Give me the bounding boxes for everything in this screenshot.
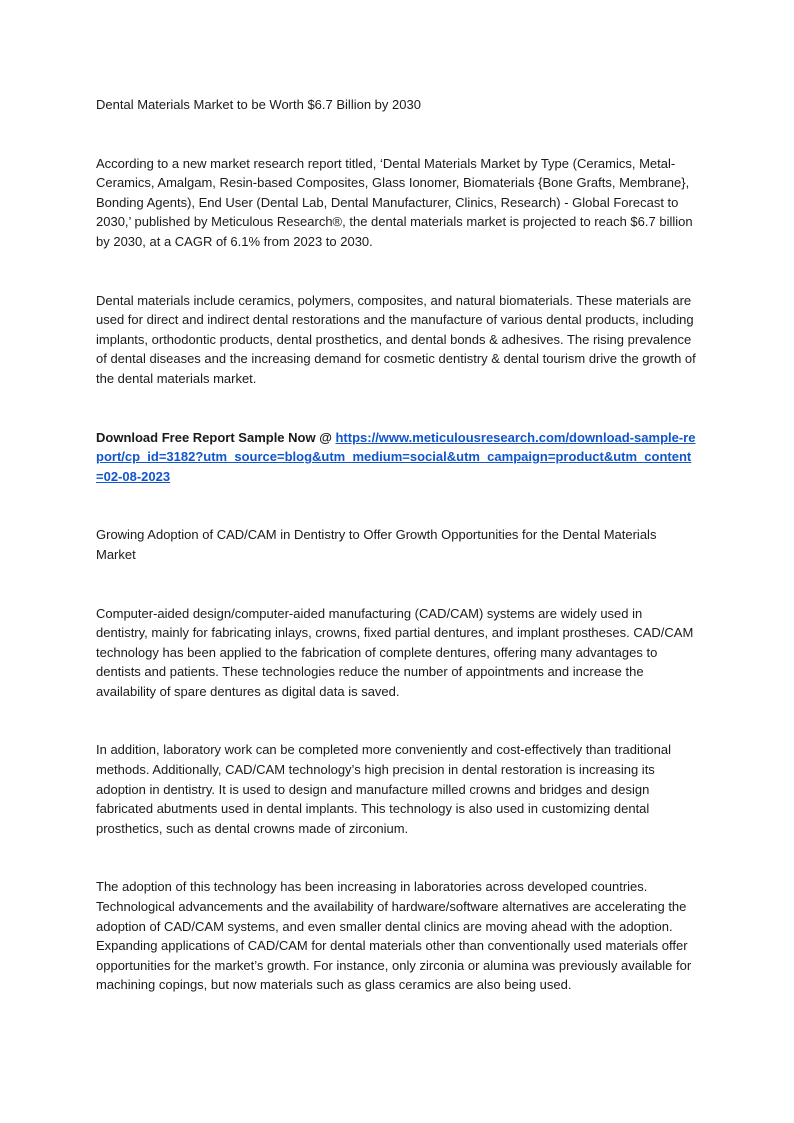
section-subheading: Growing Adoption of CAD/CAM in Dentistry to Offer Growth Opportunities for the Dental Materials Market bbox=[96, 527, 657, 562]
cadcam-paragraph: Computer-aided design/computer-aided manufacturing (CAD/CAM) systems are widely used in dentistry, mainly for fabricating inlays, crowns, fixed partial dentures, and implant prostheses. CAD/CAM technology has been applied to the fabrication of complete dentures, offering many advantages to dentists and patients. These technologies reduce the number of appointments and increase the availability of spare dentures as digital data is saved. bbox=[96, 605, 694, 699]
sample-cta-label: Download Free Report Sample Now @ bbox=[96, 429, 336, 445]
adoption-paragraph: The adoption of this technology has been increasing in laboratories across developed countries. Technological advancements and the availability of hardware/software alternatives are accelerating the adoption of CAD/CAM systems, and even smaller dental clinics are moving ahead with the adoption. Expanding applications of CAD/CAM for dental materials other than conventionally used materials offer opportunities for the market’s growth. For instance, only zirconia or alumina was previously available for machining copings, but now materials such as glass ceramics are also being used. bbox=[96, 879, 692, 993]
sample-cta bbox=[96, 428, 696, 487]
definition-paragraph: Dental materials include ceramics, polymers, composites, and natural biomaterials. These materials are used for direct and indirect dental restorations and the manufacture of various dental products, including implants, orthodontic products, dental prosthetics, and dental bonds & adhesives. The rising prevalence of dental diseases and the increasing demand for cosmetic dentistry & dental tourism drive the growth of the dental materials market. bbox=[96, 292, 696, 386]
document-title: Dental Materials Market to be Worth $6.7 Billion by 2030 bbox=[96, 97, 421, 112]
laboratory-paragraph: In addition, laboratory work can be completed more conveniently and cost-effectively than traditional methods. Additionally, CAD/CAM technology’s high precision in dental restoration is increasing its adoption in dentistry. It is used to design and manufacture milled crowns and bridges and design fabricated abutments used in dental implants. This technology is also used in customizing dental prosthetics, such as dental crowns made of zirconium. bbox=[96, 742, 671, 836]
document-page bbox=[96, 95, 696, 995]
intro-paragraph: According to a new market research report titled, ‘Dental Materials Market by Type (Ceramics, Metal-Ceramics, Amalgam, Resin-based Composites, Glass Ionomer, Biomaterials {Bone Grafts, Membrane}, Bonding Agents), End User (Dental Lab, Dental Manufacturer, Clinics, Research) - Global Forecast to 2030,’ published by Meticulous Research®, the dental materials market is projected to reach $6.7 billion by 2030, at a CAGR of 6.1% from 2023 to 2030. bbox=[96, 155, 693, 249]
sample-report-link[interactable]: https://www.meticulousresearch.com/download-sample-report/cp_id=3182?utm_source=blog&utm_medium=social&utm_campaign=product&utm_content=02-08-2023 bbox=[96, 429, 696, 484]
